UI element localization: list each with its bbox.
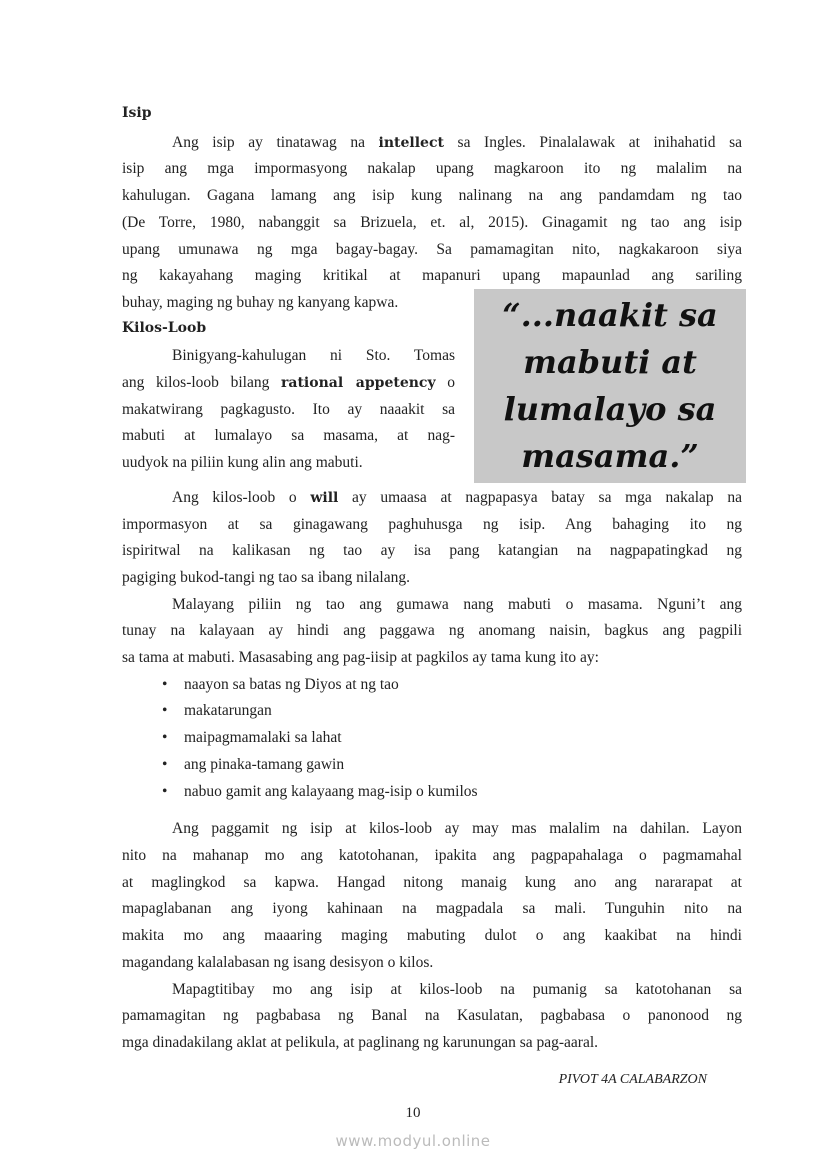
paragraph — [122, 485, 742, 592]
list-item-text: makatarungan — [184, 702, 272, 720]
text-line: magandang kalalabasan ng isang desisyon o kilos. — [122, 953, 434, 971]
paragraph — [122, 977, 742, 1057]
bold-term: rational appetency — [281, 375, 436, 392]
bold-term: will — [310, 489, 339, 506]
text-line: mabuti at lumalayo sa masama, at nag- — [122, 427, 455, 445]
text-line: Ang paggamit ng isip at kilos-loob ay may mas malalim na dahilan. Layon — [172, 820, 742, 838]
text-line: Binigyang-kahulugan ni Sto. Tomas — [172, 347, 455, 365]
bullet-icon: • — [162, 782, 168, 800]
list-item — [122, 752, 742, 779]
bullet-icon: • — [162, 755, 168, 773]
pull-quote-line: masama.” — [521, 437, 699, 475]
pull-quote — [474, 289, 746, 483]
text-line — [122, 370, 455, 397]
text-line: tunay na kalayaan ay hindi ang paggawa ng anomang naisin, bagkus ang pagpili — [122, 622, 742, 640]
text-segment: Ang isip ay tinatawag na — [172, 133, 379, 151]
list-item — [122, 725, 742, 752]
text-line: ng kakayahang maging kritikal at mapanuri upang mapaunlad ang sariling — [122, 267, 742, 285]
watermark: www.modyul.online — [335, 1132, 491, 1150]
text-line: sa tama at mabuti. Masasabing ang pag-iisip at pagkilos ay tama kung ito ay: — [122, 649, 599, 667]
list-item — [122, 779, 742, 806]
list-item-text: maipagmamalaki sa lahat — [184, 729, 342, 747]
text-line: pamamagitan ng pagbabasa ng Banal na Kasulatan, pagbabasa o panonood ng — [122, 1007, 742, 1025]
text-segment: Ang kilos-loob o — [172, 488, 311, 506]
text-line: impormasyon at sa ginagawang paghuhusga ng isip. Ang bahaging ito ng — [122, 515, 742, 533]
document-body — [122, 100, 742, 1057]
text-line: kahulugan. Gagana lamang ang isip kung nalinang na ang pandamdam ng tao — [122, 187, 742, 205]
text-line: mga dinadakilang aklat at pelikula, at paglinang ng karunungan sa pag-aaral. — [122, 1033, 599, 1051]
pull-quote-line: lumalayo sa — [503, 390, 717, 428]
list-item — [122, 672, 742, 699]
section-heading: Isip — [122, 105, 152, 121]
text-line: Malayang piliin ng tao ang gumawa nang mabuti o masama. Nguni’t ang — [172, 595, 742, 613]
text-line: buhay, maging ng buhay ng kanyang kapwa. — [122, 293, 399, 311]
pull-quote-line: mabuti at — [523, 343, 697, 381]
list-item-text: naayon sa batas ng Diyos at ng tao — [184, 675, 399, 693]
text-line — [122, 485, 742, 512]
bullet-icon: • — [162, 702, 168, 720]
text-segment: sa Ingles. Pinalalawak at inihahatid sa — [443, 133, 742, 151]
footer-credit: PIVOT 4A CALABARZON — [558, 1072, 707, 1087]
text-segment: ang kilos-loob bilang — [122, 374, 281, 392]
text-line: (De Torre, 1980, nabanggit sa Brizuela, et. al, 2015). Ginagamit ng tao ang isip — [122, 213, 742, 231]
text-line — [122, 130, 742, 157]
text-line: Mapagtitibay mo ang isip at kilos-loob na pumanig sa katotohanan sa — [172, 980, 742, 998]
text-line: pagiging bukod-tangi ng tao sa ibang nilalang. — [122, 568, 410, 586]
list-item-text: ang pinaka-tamang gawin — [184, 755, 345, 773]
text-line: uudyok na piliin kung alin ang mabuti. — [122, 454, 363, 472]
text-line: makatwirang pagkagusto. Ito ay naaakit sa — [122, 400, 455, 418]
bullet-list — [122, 672, 742, 806]
list-item — [122, 698, 742, 725]
text-line: upang umunawa ng mga bagay-bagay. Sa pamamagitan nito, nagkakaroon siya — [122, 240, 742, 258]
text-segment: o — [435, 374, 455, 392]
text-line: makita mo ang maaaring maging mabuting dulot o ang kaakibat na hindi — [122, 927, 742, 945]
bullet-icon: • — [162, 729, 168, 747]
text-segment: ay umaasa at nagpapasya batay sa mga nakalap na — [338, 488, 742, 506]
pull-quote-line: “...naakit sa — [502, 296, 718, 334]
text-line: nito na mahanap mo ang katotohanan, ipakita ang pagpapahalaga o pagmamahal — [122, 846, 742, 864]
bold-term: intellect — [378, 134, 444, 151]
list-item-text: nabuo gamit ang kalayaang mag-isip o kumilos — [184, 782, 478, 800]
text-line: ispiritwal na kalikasan ng tao ay isa pang katangian na nagpapatingkad ng — [122, 542, 742, 560]
paragraph — [122, 816, 742, 976]
text-line: mapaglabanan ang iyong kahinaan na magpadala sa mali. Tunguhin nito na — [122, 900, 742, 918]
page-number: 10 — [405, 1105, 421, 1121]
text-line: at maglingkod sa kapwa. Hangad nitong manaig kung ano ang nararapat at — [122, 873, 742, 891]
section-heading: Kilos-Loob — [122, 319, 207, 336]
text-line: isip ang mga impormasyong nakalap upang magkaroon ito ng malalim na — [122, 160, 742, 178]
paragraph — [122, 592, 742, 672]
bullet-icon: • — [162, 675, 168, 693]
